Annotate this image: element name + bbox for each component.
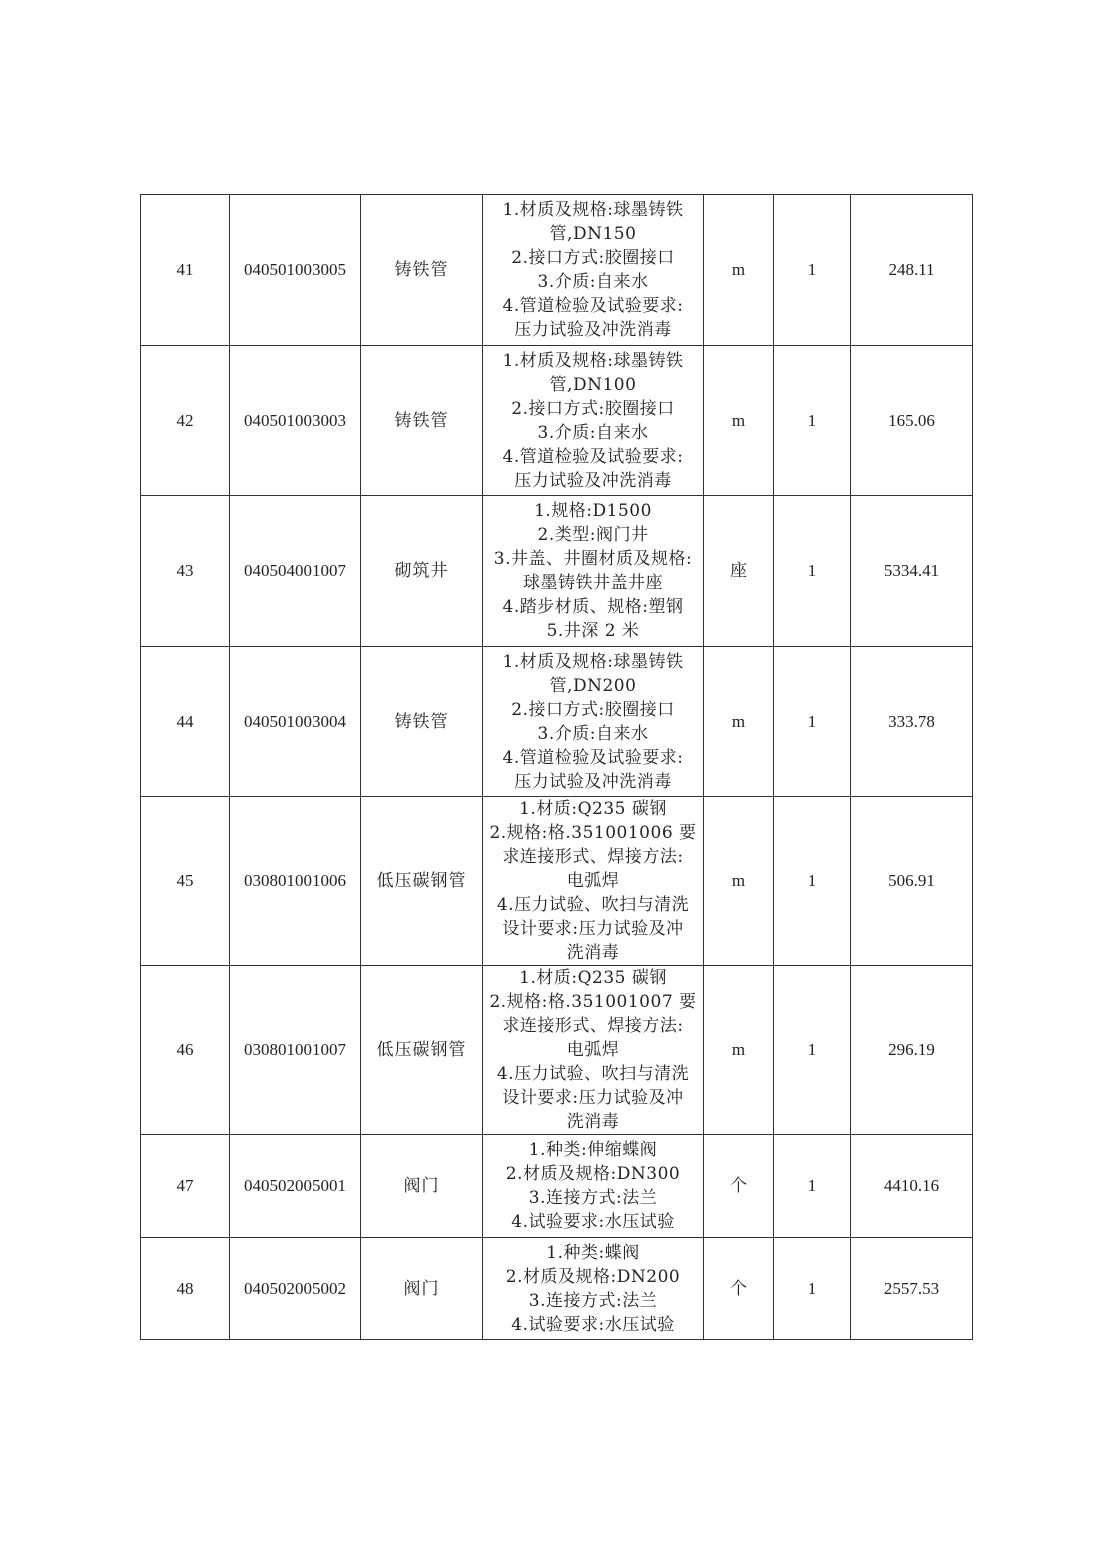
item-number: 44	[141, 647, 230, 797]
item-description	[483, 647, 704, 797]
description-line: 1.材质及规格:球墨铸铁	[502, 350, 684, 371]
item-number: 46	[141, 966, 230, 1135]
table-row	[141, 1238, 973, 1340]
item-quantity: 1	[774, 647, 851, 797]
item-quantity: 1	[774, 195, 851, 346]
description-line: 压力试验及冲洗消毒	[514, 771, 672, 792]
item-number: 48	[141, 1238, 230, 1340]
item-total: 4410.16	[851, 1135, 973, 1238]
item-name: 低压碳钢管	[361, 966, 483, 1135]
description-line: 2.接口方式:胶圈接口	[511, 699, 675, 720]
bill-of-quantities-table	[140, 194, 973, 1340]
description-line: 洗消毒	[566, 943, 620, 963]
description-line: 4.管道检验及试验要求:	[502, 446, 684, 467]
description-line: 2.材质及规格:DN200	[505, 1266, 681, 1287]
description-line: 2.接口方式:胶圈接口	[511, 248, 675, 268]
item-description	[483, 1238, 704, 1340]
description-line: 3.连接方式:法兰	[528, 1188, 658, 1208]
table-row	[141, 1135, 973, 1238]
item-name: 铸铁管	[361, 647, 483, 797]
description-line: 4.试验要求:水压试验	[511, 1314, 675, 1335]
item-total: 296.19	[851, 966, 973, 1135]
item-description	[483, 1135, 704, 1238]
item-name: 低压碳钢管	[361, 797, 483, 966]
item-quantity: 1	[774, 966, 851, 1135]
item-description	[483, 496, 704, 647]
item-unit: 座	[704, 496, 774, 647]
item-code: 040501003003	[230, 346, 361, 496]
description-line: 4.踏步材质、规格:塑钢	[502, 597, 684, 617]
item-name: 铸铁管	[361, 195, 483, 346]
description-line: 电弧焊	[566, 871, 620, 891]
description-line: 设计要求:压力试验及冲	[502, 1088, 684, 1108]
description-line: 3.介质:自来水	[537, 723, 649, 744]
item-unit: 个	[704, 1238, 774, 1340]
item-quantity: 1	[774, 797, 851, 966]
table-row	[141, 797, 973, 966]
description-line: 2.接口方式:胶圈接口	[511, 398, 675, 419]
description-line: 设计要求:压力试验及冲	[502, 919, 684, 939]
item-description	[483, 195, 704, 346]
description-line: 求连接形式、焊接方法:	[502, 1016, 684, 1036]
description-line: 球墨铸铁井盖井座	[523, 573, 663, 593]
item-quantity: 1	[774, 1135, 851, 1238]
description-line: 4.管道检验及试验要求:	[502, 296, 684, 316]
description-line: 管,DN100	[549, 374, 637, 395]
item-code: 030801001007	[230, 966, 361, 1135]
description-line: 4.压力试验、吹扫与清洗	[496, 1064, 690, 1084]
table-row	[141, 647, 973, 797]
description-line: 压力试验及冲洗消毒	[514, 470, 672, 491]
item-code: 040501003004	[230, 647, 361, 797]
item-quantity: 1	[774, 496, 851, 647]
item-quantity: 1	[774, 1238, 851, 1340]
item-name: 阀门	[361, 1135, 483, 1238]
item-code: 030801001006	[230, 797, 361, 966]
description-line: 3.井盖、井圈材质及规格:	[493, 549, 693, 569]
item-total: 248.11	[851, 195, 973, 346]
item-code: 040502005002	[230, 1238, 361, 1340]
description-line: 管,DN150	[549, 224, 637, 244]
description-line: 洗消毒	[566, 1112, 620, 1132]
item-code: 040502005001	[230, 1135, 361, 1238]
item-number: 42	[141, 346, 230, 496]
item-description	[483, 966, 704, 1135]
item-number: 41	[141, 195, 230, 346]
item-total: 333.78	[851, 647, 973, 797]
description-line: 3.连接方式:法兰	[528, 1290, 658, 1311]
item-unit: m	[704, 195, 774, 346]
item-number: 43	[141, 496, 230, 647]
item-name: 铸铁管	[361, 346, 483, 496]
item-code: 040501003005	[230, 195, 361, 346]
item-number: 45	[141, 797, 230, 966]
table-row	[141, 346, 973, 496]
item-description	[483, 797, 704, 966]
description-line: 1.材质:Q235 碳钢	[519, 968, 667, 988]
description-line: 2.类型:阀门井	[537, 525, 649, 545]
description-line: 4.压力试验、吹扫与清洗	[496, 895, 690, 915]
item-total: 2557.53	[851, 1238, 973, 1340]
item-quantity: 1	[774, 346, 851, 496]
description-line: 1.材质及规格:球墨铸铁	[502, 651, 684, 672]
description-line: 5.井深 2 米	[546, 621, 640, 641]
table-body	[141, 195, 973, 1340]
item-total: 5334.41	[851, 496, 973, 647]
description-line: 1.规格:D1500	[534, 501, 652, 521]
table-row	[141, 195, 973, 346]
item-code: 040504001007	[230, 496, 361, 647]
description-line: 管,DN200	[549, 675, 637, 696]
description-line: 1.材质及规格:球墨铸铁	[502, 200, 684, 220]
item-total: 506.91	[851, 797, 973, 966]
item-total: 165.06	[851, 346, 973, 496]
description-line: 3.介质:自来水	[537, 422, 649, 443]
table-row	[141, 496, 973, 647]
table-row	[141, 966, 973, 1135]
description-line: 求连接形式、焊接方法:	[502, 847, 684, 867]
description-line: 1.材质:Q235 碳钢	[519, 799, 667, 819]
item-unit: m	[704, 797, 774, 966]
item-number: 47	[141, 1135, 230, 1238]
description-line: 2.规格:格.351001006 要	[489, 823, 697, 843]
item-unit: m	[704, 346, 774, 496]
description-line: 压力试验及冲洗消毒	[514, 320, 672, 340]
item-name: 阀门	[361, 1238, 483, 1340]
description-line: 4.管道检验及试验要求:	[502, 747, 684, 768]
item-unit: 个	[704, 1135, 774, 1238]
description-line: 电弧焊	[566, 1040, 620, 1060]
description-line: 1.种类:蝶阀	[546, 1242, 640, 1263]
description-line: 4.试验要求:水压试验	[511, 1212, 675, 1232]
item-name: 砌筑井	[361, 496, 483, 647]
item-unit: m	[704, 966, 774, 1135]
description-line: 2.材质及规格:DN300	[505, 1164, 681, 1184]
item-unit: m	[704, 647, 774, 797]
description-line: 2.规格:格.351001007 要	[489, 992, 697, 1012]
description-line: 1.种类:伸缩蝶阀	[528, 1140, 658, 1160]
item-description	[483, 346, 704, 496]
description-line: 3.介质:自来水	[537, 272, 649, 292]
